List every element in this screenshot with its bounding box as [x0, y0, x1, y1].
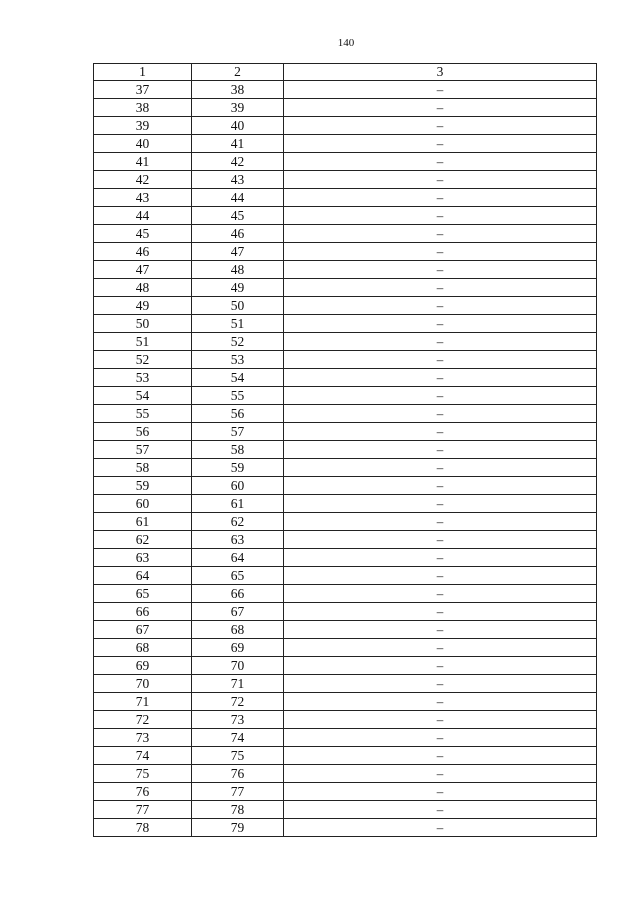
- table-cell-col-3: –: [284, 387, 597, 405]
- table-cell-col-3: –: [284, 297, 597, 315]
- table-cell-col-1: 51: [94, 333, 192, 351]
- table-cell-col-3: –: [284, 585, 597, 603]
- table-cell-col-2: 55: [192, 387, 284, 405]
- table-cell-col-3: –: [284, 765, 597, 783]
- table-row: [94, 387, 597, 405]
- table-cell-col-2: 41: [192, 135, 284, 153]
- table-cell-col-2: 68: [192, 621, 284, 639]
- table-row: [94, 567, 597, 585]
- table-cell-col-2: 46: [192, 225, 284, 243]
- table-cell-col-1: 56: [94, 423, 192, 441]
- table-row: [94, 477, 597, 495]
- table-cell-col-3: –: [284, 351, 597, 369]
- table-cell-col-2: 61: [192, 495, 284, 513]
- table-cell-col-2: 47: [192, 243, 284, 261]
- table-cell-col-2: 42: [192, 153, 284, 171]
- table-row: [94, 423, 597, 441]
- table-cell-col-1: 55: [94, 405, 192, 423]
- table-row: [94, 99, 597, 117]
- table-cell-col-2: 60: [192, 477, 284, 495]
- table-cell-col-1: 77: [94, 801, 192, 819]
- table-cell-col-3: –: [284, 639, 597, 657]
- table-row: [94, 747, 597, 765]
- table-cell-col-3: –: [284, 549, 597, 567]
- table-cell-col-3: –: [284, 153, 597, 171]
- table-cell-col-1: 49: [94, 297, 192, 315]
- table-cell-col-1: 74: [94, 747, 192, 765]
- table-cell-col-2: 75: [192, 747, 284, 765]
- table-cell-col-1: 60: [94, 495, 192, 513]
- table-row: [94, 783, 597, 801]
- table-cell-col-2: 66: [192, 585, 284, 603]
- table-cell-col-1: 66: [94, 603, 192, 621]
- table-cell-col-1: 70: [94, 675, 192, 693]
- table-cell-col-2: 45: [192, 207, 284, 225]
- page-number: 140: [337, 37, 355, 49]
- table-row: [94, 531, 597, 549]
- table-row: [94, 675, 597, 693]
- table-cell-col-2: 69: [192, 639, 284, 657]
- table-cell-col-2: 50: [192, 297, 284, 315]
- table-cell-col-1: 57: [94, 441, 192, 459]
- table-row: [94, 441, 597, 459]
- table-cell-col-3: –: [284, 693, 597, 711]
- table-cell-col-1: 78: [94, 819, 192, 837]
- table-row: [94, 513, 597, 531]
- table-row: [94, 657, 597, 675]
- table-cell-col-1: 46: [94, 243, 192, 261]
- table-cell-col-2: 49: [192, 279, 284, 297]
- table-cell-col-2: 67: [192, 603, 284, 621]
- table-cell-col-1: 44: [94, 207, 192, 225]
- table-cell-col-2: 74: [192, 729, 284, 747]
- table-cell-col-2: 58: [192, 441, 284, 459]
- table-row: [94, 819, 597, 837]
- table-cell-col-3: –: [284, 441, 597, 459]
- table-cell-col-2: 38: [192, 81, 284, 99]
- table-cell-col-1: 75: [94, 765, 192, 783]
- table-cell-col-2: 40: [192, 117, 284, 135]
- table-row: [94, 603, 597, 621]
- table-row: [94, 351, 597, 369]
- table-cell-col-1: 53: [94, 369, 192, 387]
- table-cell-col-1: 38: [94, 99, 192, 117]
- table-cell-col-3: –: [284, 477, 597, 495]
- column-header-1: 1: [94, 64, 192, 81]
- table-cell-col-3: –: [284, 603, 597, 621]
- table-row: [94, 711, 597, 729]
- table-cell-col-3: –: [284, 333, 597, 351]
- table-cell-col-1: 61: [94, 513, 192, 531]
- table-cell-col-1: 47: [94, 261, 192, 279]
- table-cell-col-3: –: [284, 369, 597, 387]
- table-cell-col-2: 76: [192, 765, 284, 783]
- table-row: [94, 207, 597, 225]
- table-row: [94, 801, 597, 819]
- column-header-3: 3: [284, 64, 597, 81]
- table-cell-col-3: –: [284, 531, 597, 549]
- table-cell-col-2: 73: [192, 711, 284, 729]
- table-cell-col-3: –: [284, 729, 597, 747]
- table-cell-col-2: 78: [192, 801, 284, 819]
- table-row: [94, 459, 597, 477]
- table-cell-col-1: 69: [94, 657, 192, 675]
- table-row: [94, 297, 597, 315]
- table-cell-col-2: 44: [192, 189, 284, 207]
- table-row: [94, 765, 597, 783]
- table-cell-col-3: –: [284, 675, 597, 693]
- table-cell-col-3: –: [284, 135, 597, 153]
- table-cell-col-1: 37: [94, 81, 192, 99]
- table-cell-col-2: 43: [192, 171, 284, 189]
- table-cell-col-1: 68: [94, 639, 192, 657]
- table-cell-col-1: 72: [94, 711, 192, 729]
- table-row: [94, 117, 597, 135]
- table-row: [94, 261, 597, 279]
- table-cell-col-3: –: [284, 459, 597, 477]
- table-cell-col-3: –: [284, 405, 597, 423]
- table-cell-col-2: 64: [192, 549, 284, 567]
- table-row: [94, 225, 597, 243]
- table-cell-col-2: 57: [192, 423, 284, 441]
- table-row: [94, 549, 597, 567]
- table-cell-col-3: –: [284, 225, 597, 243]
- table-cell-col-3: –: [284, 747, 597, 765]
- table-row: [94, 189, 597, 207]
- table-row: [94, 153, 597, 171]
- table-cell-col-3: –: [284, 801, 597, 819]
- table-row: [94, 729, 597, 747]
- table-row: [94, 405, 597, 423]
- table-row: [94, 243, 597, 261]
- table-cell-col-1: 59: [94, 477, 192, 495]
- table-header-row: [94, 64, 597, 81]
- table-cell-col-3: –: [284, 819, 597, 837]
- table-cell-col-1: 43: [94, 189, 192, 207]
- table-cell-col-3: –: [284, 99, 597, 117]
- table-cell-col-2: 65: [192, 567, 284, 585]
- table-row: [94, 585, 597, 603]
- table-cell-col-2: 70: [192, 657, 284, 675]
- table-body: [94, 81, 597, 837]
- table-row: [94, 369, 597, 387]
- table-cell-col-3: –: [284, 423, 597, 441]
- table-cell-col-1: 42: [94, 171, 192, 189]
- table-cell-col-2: 72: [192, 693, 284, 711]
- table-cell-col-1: 41: [94, 153, 192, 171]
- table-cell-col-1: 62: [94, 531, 192, 549]
- table-cell-col-1: 39: [94, 117, 192, 135]
- table-cell-col-2: 71: [192, 675, 284, 693]
- table-cell-col-3: –: [284, 279, 597, 297]
- table-cell-col-1: 40: [94, 135, 192, 153]
- table-cell-col-2: 39: [192, 99, 284, 117]
- table-cell-col-3: –: [284, 243, 597, 261]
- table-cell-col-1: 45: [94, 225, 192, 243]
- table-cell-col-3: –: [284, 567, 597, 585]
- table-cell-col-2: 77: [192, 783, 284, 801]
- table-cell-col-1: 48: [94, 279, 192, 297]
- table-cell-col-3: –: [284, 81, 597, 99]
- table-cell-col-3: –: [284, 117, 597, 135]
- table-cell-col-1: 64: [94, 567, 192, 585]
- table-cell-col-2: 62: [192, 513, 284, 531]
- table-cell-col-2: 52: [192, 333, 284, 351]
- table-cell-col-2: 59: [192, 459, 284, 477]
- table-cell-col-2: 48: [192, 261, 284, 279]
- table-cell-col-3: –: [284, 189, 597, 207]
- table-cell-col-3: –: [284, 657, 597, 675]
- table-row: [94, 279, 597, 297]
- table-cell-col-3: –: [284, 513, 597, 531]
- table-row: [94, 171, 597, 189]
- table-cell-col-2: 79: [192, 819, 284, 837]
- table-cell-col-2: 56: [192, 405, 284, 423]
- table-row: [94, 693, 597, 711]
- table-row: [94, 495, 597, 513]
- table-row: [94, 81, 597, 99]
- table-cell-col-2: 54: [192, 369, 284, 387]
- data-table: [93, 63, 597, 837]
- table-row: [94, 621, 597, 639]
- table-cell-col-1: 67: [94, 621, 192, 639]
- table-cell-col-1: 58: [94, 459, 192, 477]
- table-cell-col-3: –: [284, 261, 597, 279]
- table-cell-col-1: 54: [94, 387, 192, 405]
- table-cell-col-1: 76: [94, 783, 192, 801]
- table-row: [94, 639, 597, 657]
- table-cell-col-3: –: [284, 621, 597, 639]
- table-cell-col-1: 71: [94, 693, 192, 711]
- table-cell-col-3: –: [284, 171, 597, 189]
- table-cell-col-1: 73: [94, 729, 192, 747]
- column-header-2: 2: [192, 64, 284, 81]
- table-cell-col-3: –: [284, 315, 597, 333]
- table-row: [94, 135, 597, 153]
- table-cell-col-2: 53: [192, 351, 284, 369]
- table-row: [94, 315, 597, 333]
- table-row: [94, 333, 597, 351]
- table-cell-col-1: 63: [94, 549, 192, 567]
- table-cell-col-3: –: [284, 207, 597, 225]
- table-cell-col-3: –: [284, 783, 597, 801]
- table-cell-col-2: 51: [192, 315, 284, 333]
- table-cell-col-3: –: [284, 711, 597, 729]
- table-cell-col-1: 50: [94, 315, 192, 333]
- table-cell-col-1: 52: [94, 351, 192, 369]
- table-cell-col-1: 65: [94, 585, 192, 603]
- table-cell-col-3: –: [284, 495, 597, 513]
- table-cell-col-2: 63: [192, 531, 284, 549]
